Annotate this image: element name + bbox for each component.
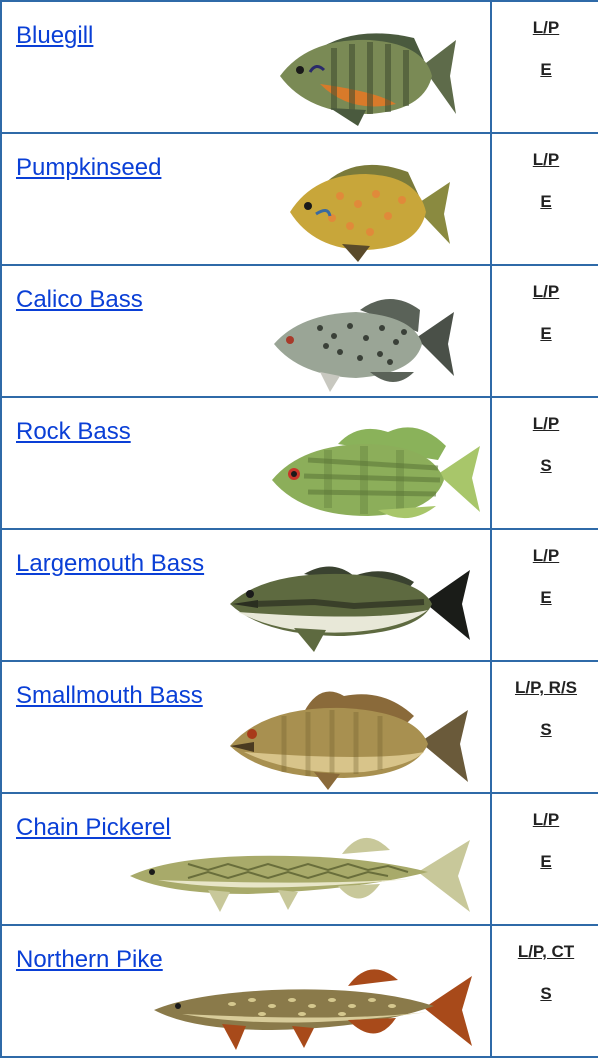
regulation-code-cell <box>491 265 598 397</box>
table-row <box>1 265 598 397</box>
fish-name-cell <box>1 265 491 397</box>
table-row <box>1 397 598 529</box>
status-code: S <box>540 456 552 475</box>
status-code: S <box>540 984 552 1003</box>
habitat-code: L/P <box>532 150 560 169</box>
fish-name-cell <box>1 397 491 529</box>
bluegill-icon <box>274 18 464 128</box>
regulation-code-cell <box>491 397 598 529</box>
fish-link-pumpkinseed[interactable]: Pumpkinseed <box>16 154 162 181</box>
northern-pike-icon <box>152 956 478 1054</box>
habitat-code: L/P <box>532 282 560 301</box>
fish-link-northern-pike[interactable]: Northern Pike <box>16 946 163 973</box>
fish-name-cell <box>1 661 491 793</box>
chain-pickerel-icon <box>128 820 474 920</box>
fish-link-smallmouth-bass[interactable]: Smallmouth Bass <box>16 682 203 709</box>
regulation-code-cell <box>491 1 598 133</box>
table-row <box>1 529 598 661</box>
regulation-code-cell <box>491 133 598 265</box>
fish-name-cell <box>1 529 491 661</box>
fish-name-cell <box>1 133 491 265</box>
fish-name-cell <box>1 793 491 925</box>
habitat-code: L/P, R/S <box>514 678 578 697</box>
fish-name-cell <box>1 925 491 1057</box>
table-row <box>1 661 598 793</box>
habitat-code: L/P <box>532 414 560 433</box>
calico-bass-icon <box>270 288 460 392</box>
habitat-code: L/P <box>532 810 560 829</box>
table-row <box>1 793 598 925</box>
status-code: E <box>540 60 552 79</box>
table-row <box>1 1 598 133</box>
regulation-code-cell <box>491 925 598 1057</box>
pumpkinseed-icon <box>284 152 454 262</box>
status-code: E <box>540 588 552 607</box>
habitat-code: L/P, CT <box>517 942 575 961</box>
fish-link-calico-bass[interactable]: Calico Bass <box>16 286 143 313</box>
regulation-code-cell <box>491 793 598 925</box>
smallmouth-bass-icon <box>224 682 474 790</box>
regulation-code-cell <box>491 529 598 661</box>
fish-link-bluegill[interactable]: Bluegill <box>16 22 94 49</box>
fish-link-largemouth-bass[interactable]: Largemouth Bass <box>16 550 205 577</box>
habitat-code: L/P <box>532 18 560 37</box>
regulation-code-cell <box>491 661 598 793</box>
fish-name-cell <box>1 1 491 133</box>
largemouth-bass-icon <box>224 556 474 656</box>
status-code: E <box>540 192 552 211</box>
rock-bass-icon <box>268 416 484 528</box>
habitat-code: L/P <box>532 546 560 565</box>
fish-link-chain-pickerel[interactable]: Chain Pickerel <box>16 814 171 841</box>
table-row <box>1 133 598 265</box>
status-code: S <box>540 720 552 739</box>
status-code: E <box>540 852 552 871</box>
fish-link-rock-bass[interactable]: Rock Bass <box>16 418 131 445</box>
status-code: E <box>540 324 552 343</box>
table-row <box>1 925 598 1057</box>
